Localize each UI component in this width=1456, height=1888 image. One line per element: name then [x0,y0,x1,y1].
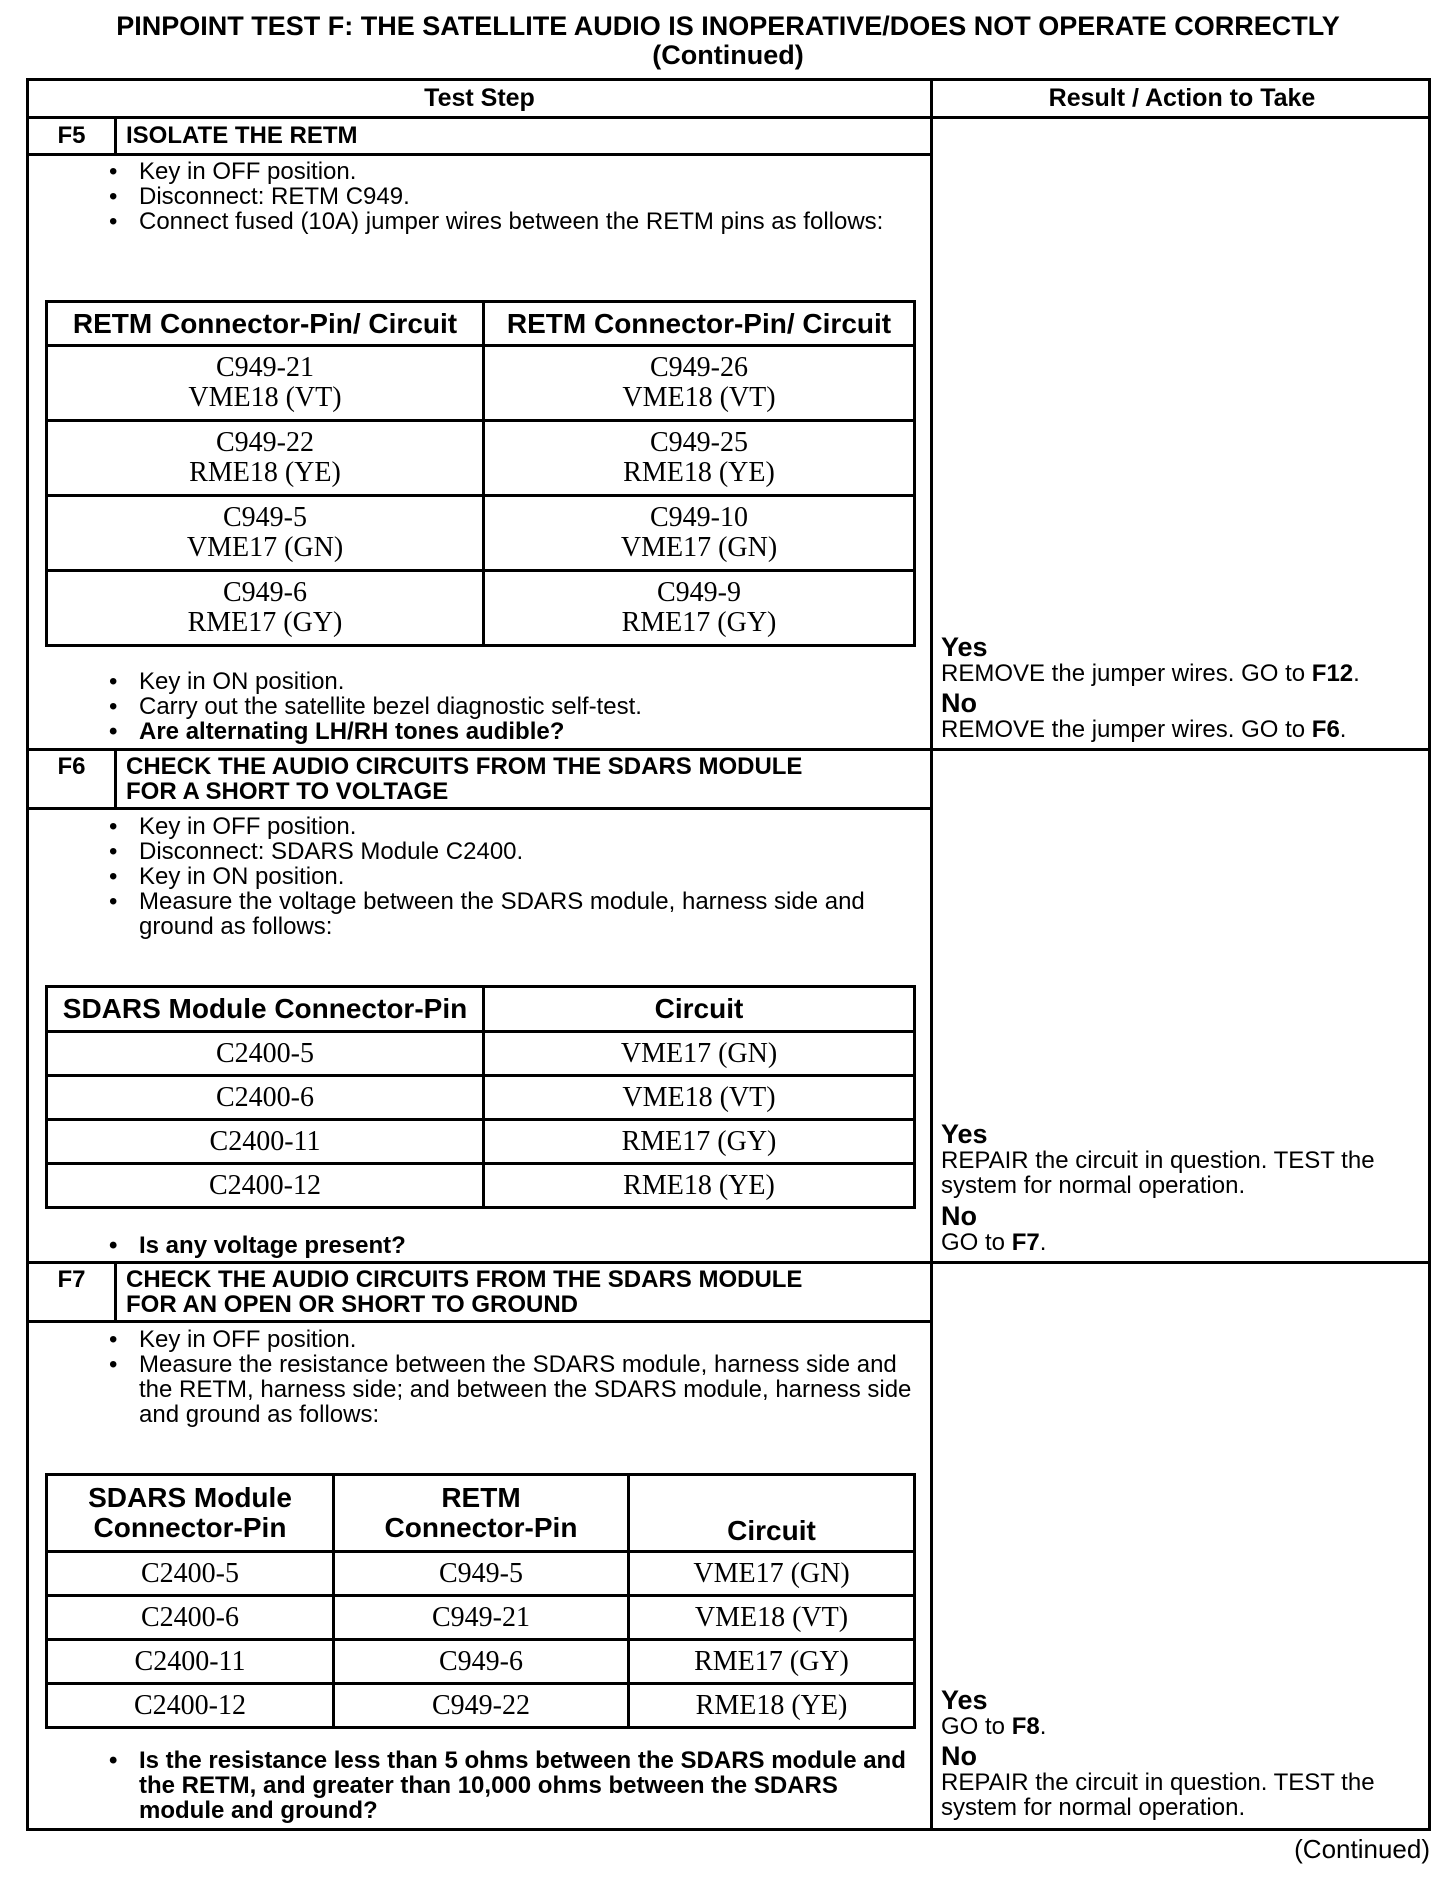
table-cell: VME18 (VT) [629,1596,915,1640]
table-row [47,1640,915,1684]
pinpoint-test-table [26,78,1431,1831]
step-id: F5 [57,122,86,149]
table-header: SDARS Module Connector-Pin [47,987,484,1032]
table-cell: C949-10 VME17 (GN) [484,496,915,571]
table-header: Circuit [629,1475,915,1552]
yes-target: F12 [1311,660,1354,687]
step-title-rule [29,807,930,810]
step-question: • Is any voltage present? [99,1233,919,1258]
instruction: • Key in OFF position. [99,1327,919,1352]
step-id: F7 [57,1266,86,1293]
retm-jumper-table [45,300,916,647]
table-row [47,571,915,646]
step-instructions [99,814,919,939]
table-row [47,346,915,421]
step-instructions-after [99,1233,919,1258]
step-id: F6 [57,753,86,780]
table-cell: C2400-12 [47,1684,334,1728]
table-cell: C949-25 RME18 (YE) [484,421,915,496]
instruction: • Disconnect: SDARS Module C2400. [99,839,919,864]
step-instructions-after [99,1748,919,1823]
instruction: • Measure the resistance between the SDARS module, harness side and the RETM, harness side; and between the SDARS module, harness side and ground as follows: [99,1352,919,1427]
no-target: F7 [1011,1229,1040,1256]
no-action: REMOVE the jumper wires. GO to F6. [941,716,1347,743]
table-cell: C949-22 RME18 (YE) [47,421,484,496]
no-action: GO to F7. [941,1229,1047,1256]
column-header-test-step: Test Step [29,81,930,119]
yes-label: Yes [941,1119,988,1149]
sdars-resistance-table [45,1473,916,1729]
instruction: • Disconnect: RETM C949. [99,184,919,209]
step-title-rule [29,153,930,156]
table-cell: C949-9 RME17 (GY) [484,571,915,646]
step-result [941,1121,1421,1255]
step-separator [29,1261,1428,1264]
table-cell: RME17 (GY) [484,1120,915,1164]
step-question: • Are alternating LH/RH tones audible? [99,719,919,744]
table-cell: C2400-6 [47,1596,334,1640]
step-instructions [99,159,919,234]
table-cell: C949-6 RME17 (GY) [47,571,484,646]
instruction: • Key in ON position. [99,864,919,889]
instruction: • Key in OFF position. [99,159,919,184]
table-row [47,1120,915,1164]
table-cell: RME17 (GY) [629,1640,915,1684]
instruction: • Key in ON position. [99,669,919,694]
table-cell: VME17 (GN) [629,1552,915,1596]
yes-action: REMOVE the jumper wires. GO to F12. [941,660,1360,687]
no-label: No [941,1741,977,1771]
table-row [47,1164,915,1208]
step-title: ISOLATE THE RETM [126,122,358,149]
step-question: • Is the resistance less than 5 ohms between the SDARS module and the RETM, and greater than 10,000 ohms between the SDARS module and ground? [99,1748,919,1823]
step-instructions-after [99,669,919,744]
page-title-line-2: (Continued) [652,40,804,70]
table-header: SDARS Module Connector-Pin [47,1475,334,1552]
step-id-divider [114,1264,117,1320]
no-action: REPAIR the circuit in question. TEST the system for normal operation. [941,1769,1375,1821]
table-cell: C949-26 VME18 (VT) [484,346,915,421]
step-id-divider [114,751,117,807]
table-cell: C2400-5 [47,1032,484,1076]
table-cell: C2400-11 [47,1120,484,1164]
yes-action: REPAIR the circuit in question. TEST the system for normal operation. [941,1147,1375,1199]
table-cell: RME18 (YE) [484,1164,915,1208]
table-row [47,1076,915,1120]
step-title-rule [29,1320,930,1323]
step-result [941,1687,1421,1820]
step-result [941,634,1421,742]
table-cell: C2400-5 [47,1552,334,1596]
table-cell: C949-22 [334,1684,629,1728]
table-cell: C949-21 [334,1596,629,1640]
yes-target: F8 [1011,1713,1040,1740]
table-row [47,1552,915,1596]
table-row [47,1596,915,1640]
step-instructions [99,1327,919,1427]
step-id-divider [114,119,117,153]
step-title: CHECK THE AUDIO CIRCUITS FROM THE SDARS MODULE FOR A SHORT TO VOLTAGE [126,753,803,805]
instruction: • Carry out the satellite bezel diagnostic self-test. [99,694,919,719]
table-header: Circuit [484,987,915,1032]
yes-action: GO to F8. [941,1713,1047,1740]
instruction: • Connect fused (10A) jumper wires between the RETM pins as follows: [99,209,919,234]
column-header-result: Result / Action to Take [933,81,1431,119]
no-target: F6 [1311,716,1340,743]
table-cell: C949-5 VME17 (GN) [47,496,484,571]
table-cell: VME17 (GN) [484,1032,915,1076]
table-header: RETM Connector-Pin/ Circuit [484,302,915,346]
sdars-voltage-table [45,985,916,1209]
yes-label: Yes [941,1685,988,1715]
table-row [47,1684,915,1728]
step-title: CHECK THE AUDIO CIRCUITS FROM THE SDARS MODULE FOR AN OPEN OR SHORT TO GROUND [126,1266,803,1318]
table-cell: C949-5 [334,1552,629,1596]
table-header: RETM Connector-Pin/ Circuit [47,302,484,346]
table-cell: C2400-11 [47,1640,334,1684]
yes-label: Yes [941,632,988,662]
table-cell: C2400-12 [47,1164,484,1208]
page-title-line-1: PINPOINT TEST F: THE SATELLITE AUDIO IS INOPERATIVE/DOES NOT OPERATE CORRECTLY [116,11,1340,41]
table-row [47,496,915,571]
instruction: • Measure the voltage between the SDARS module, harness side and ground as follows: [99,889,919,939]
no-label: No [941,1201,977,1231]
step-separator [29,748,1428,751]
table-cell: VME18 (VT) [484,1076,915,1120]
table-header: RETM Connector-Pin [334,1475,629,1552]
instruction: • Key in OFF position. [99,814,919,839]
table-row [47,1032,915,1076]
table-cell: C2400-6 [47,1076,484,1120]
column-divider [930,81,933,1828]
page-title [0,12,1456,70]
continued-footer: (Continued) [1294,1834,1430,1864]
table-cell: RME18 (YE) [629,1684,915,1728]
no-label: No [941,688,977,718]
table-cell: C949-6 [334,1640,629,1684]
table-row [47,421,915,496]
table-cell: C949-21 VME18 (VT) [47,346,484,421]
